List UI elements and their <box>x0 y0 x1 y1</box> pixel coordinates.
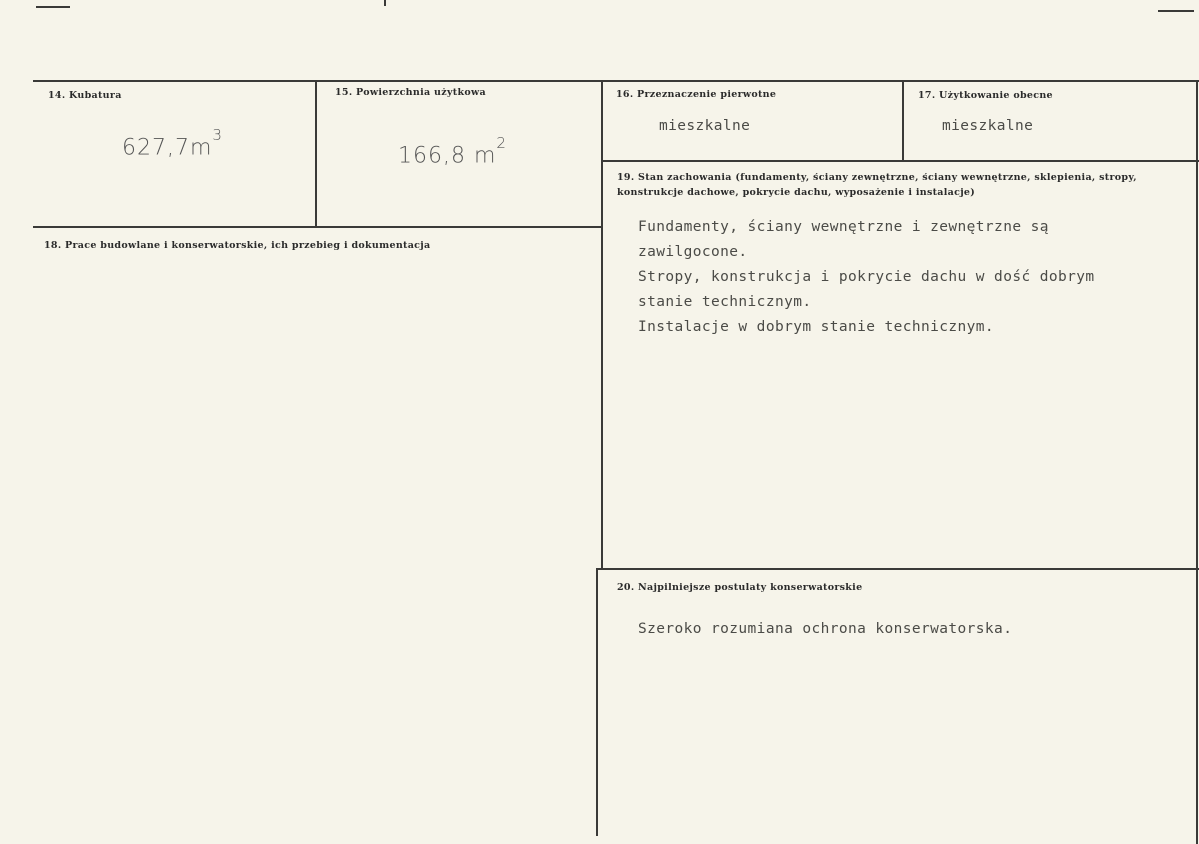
grid-line-row1-left <box>33 226 601 228</box>
field-14-value <box>122 126 223 161</box>
field-17-label: 17. Użytkowanie obecne <box>918 90 1053 101</box>
field-14-unit-exponent: 3 <box>212 126 223 144</box>
field-15-unit-exponent: 2 <box>496 134 507 152</box>
grid-line-col1 <box>315 80 317 227</box>
grid-line-section20 <box>598 568 1199 570</box>
field-15-value <box>398 134 507 169</box>
field-20-label: 20. Najpilniejsze postulaty konserwatorskie <box>617 582 863 593</box>
field-14-label: 14. Kubatura <box>48 90 122 101</box>
field-14-number: 627,7m <box>122 135 213 161</box>
grid-line-col-mid-upper <box>601 80 603 570</box>
grid-line-col-mid-lower <box>596 568 598 836</box>
grid-line-col3 <box>902 80 904 161</box>
grid-right-edge <box>1196 80 1198 844</box>
top-left-mark <box>36 6 70 8</box>
top-right-mark <box>1158 10 1194 12</box>
field-16-label: 16. Przeznaczenie pierwotne <box>616 89 777 100</box>
field-20-value: Szeroko rozumiana ochrona konserwatorska. <box>638 621 1013 637</box>
field-15-number: 166,8 m <box>398 143 497 169</box>
field-18-label: 18. Prace budowlane i konserwatorskie, ich przebieg i dokumentacja <box>44 240 431 251</box>
grid-top-line <box>33 80 1199 82</box>
top-center-mark <box>384 0 386 6</box>
field-19-label: 19. Stan zachowania (fundamenty, ściany zewnętrzne, ściany wewnętrzne, sklepienia, stropy, konstrukcje dachowe, pokrycie dachu, wyposażenie i instalacje) <box>617 172 1137 198</box>
field-16-value: mieszkalne <box>659 118 751 134</box>
field-17-value: mieszkalne <box>942 118 1034 134</box>
field-19-value: Fundamenty, ściany wewnętrzne i zewnętrzne są zawilgocone. Stropy, konstrukcja i pokrycie dachu w dość dobrym stanie technicznym. Instalacje w dobrym stanie technicznym. <box>638 219 1095 335</box>
field-15-label: 15. Powierzchnia użytkowa <box>335 87 486 98</box>
grid-line-row1-right <box>601 160 1199 162</box>
